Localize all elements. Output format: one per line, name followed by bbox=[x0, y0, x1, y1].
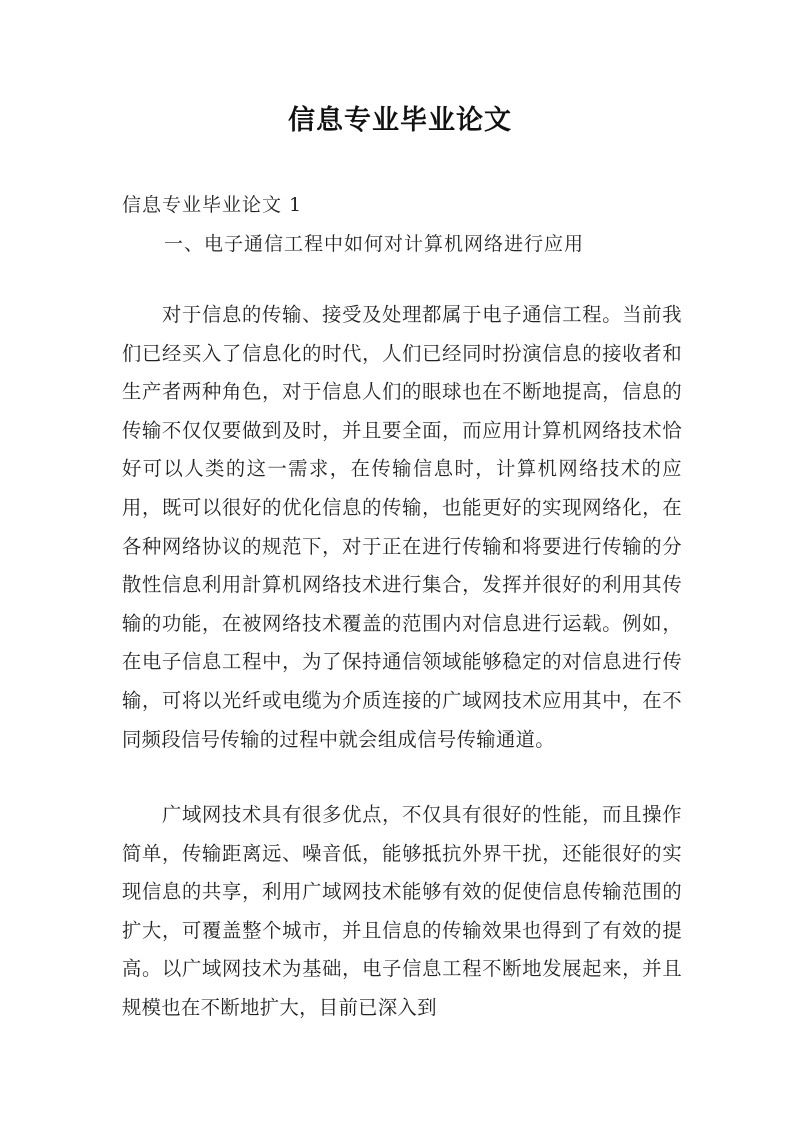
body-paragraph-2: 广域网技术具有很多优点，不仅具有很好的性能，而且操作简单，传输距离远、噪音低，能够抵抗外界干扰，还能很好的实现信息的共享，利用广域网技术能够有效的促使信息传输范围的扩大，可覆盖整个城市，并且信息的传输效果也得到了有效的提高。以广域网技术为基础，电子信息工程不断地发展起来，并且规模也在不断地扩大，目前已深入到 bbox=[122, 803, 682, 1019]
body-paragraph-1: 对于信息的传输、接受及处理都属于电子通信工程。当前我们已经买入了信息化的时代，人们已经同时扮演信息的接收者和生产者两种角色，对于信息人们的眼球也在不断地提高，信息的传输不仅仅要做到及时，并且要全面，而应用计算机网络技术恰好可以人类的这一需求，在传输信息时，计算机网络技术的应用，既可以很好的优化信息的传输，也能更好的实现网络化，在各种网络协议的规范下，对于正在进行传输和将要进行传输的分散性信息利用計算机网络技术进行集合，发挥并很好的利用其传输的功能，在被网络技术覆盖的范围内对信息进行运载。例如，在电子信息工程中，为了保持通信领域能够稳定的对信息进行传输，可将以光纤或电缆为介质连接的广域网技术应用其中，在不同频段信号传输的过程中就会组成信号传输通道。 bbox=[122, 303, 682, 751]
document-title: 信息专业毕业论文 bbox=[288, 105, 512, 136]
section-heading: 一、电子通信工程中如何对计算机网络进行应用 bbox=[164, 233, 585, 255]
document-subtitle: 信息专业毕业论文 1 bbox=[122, 194, 303, 216]
